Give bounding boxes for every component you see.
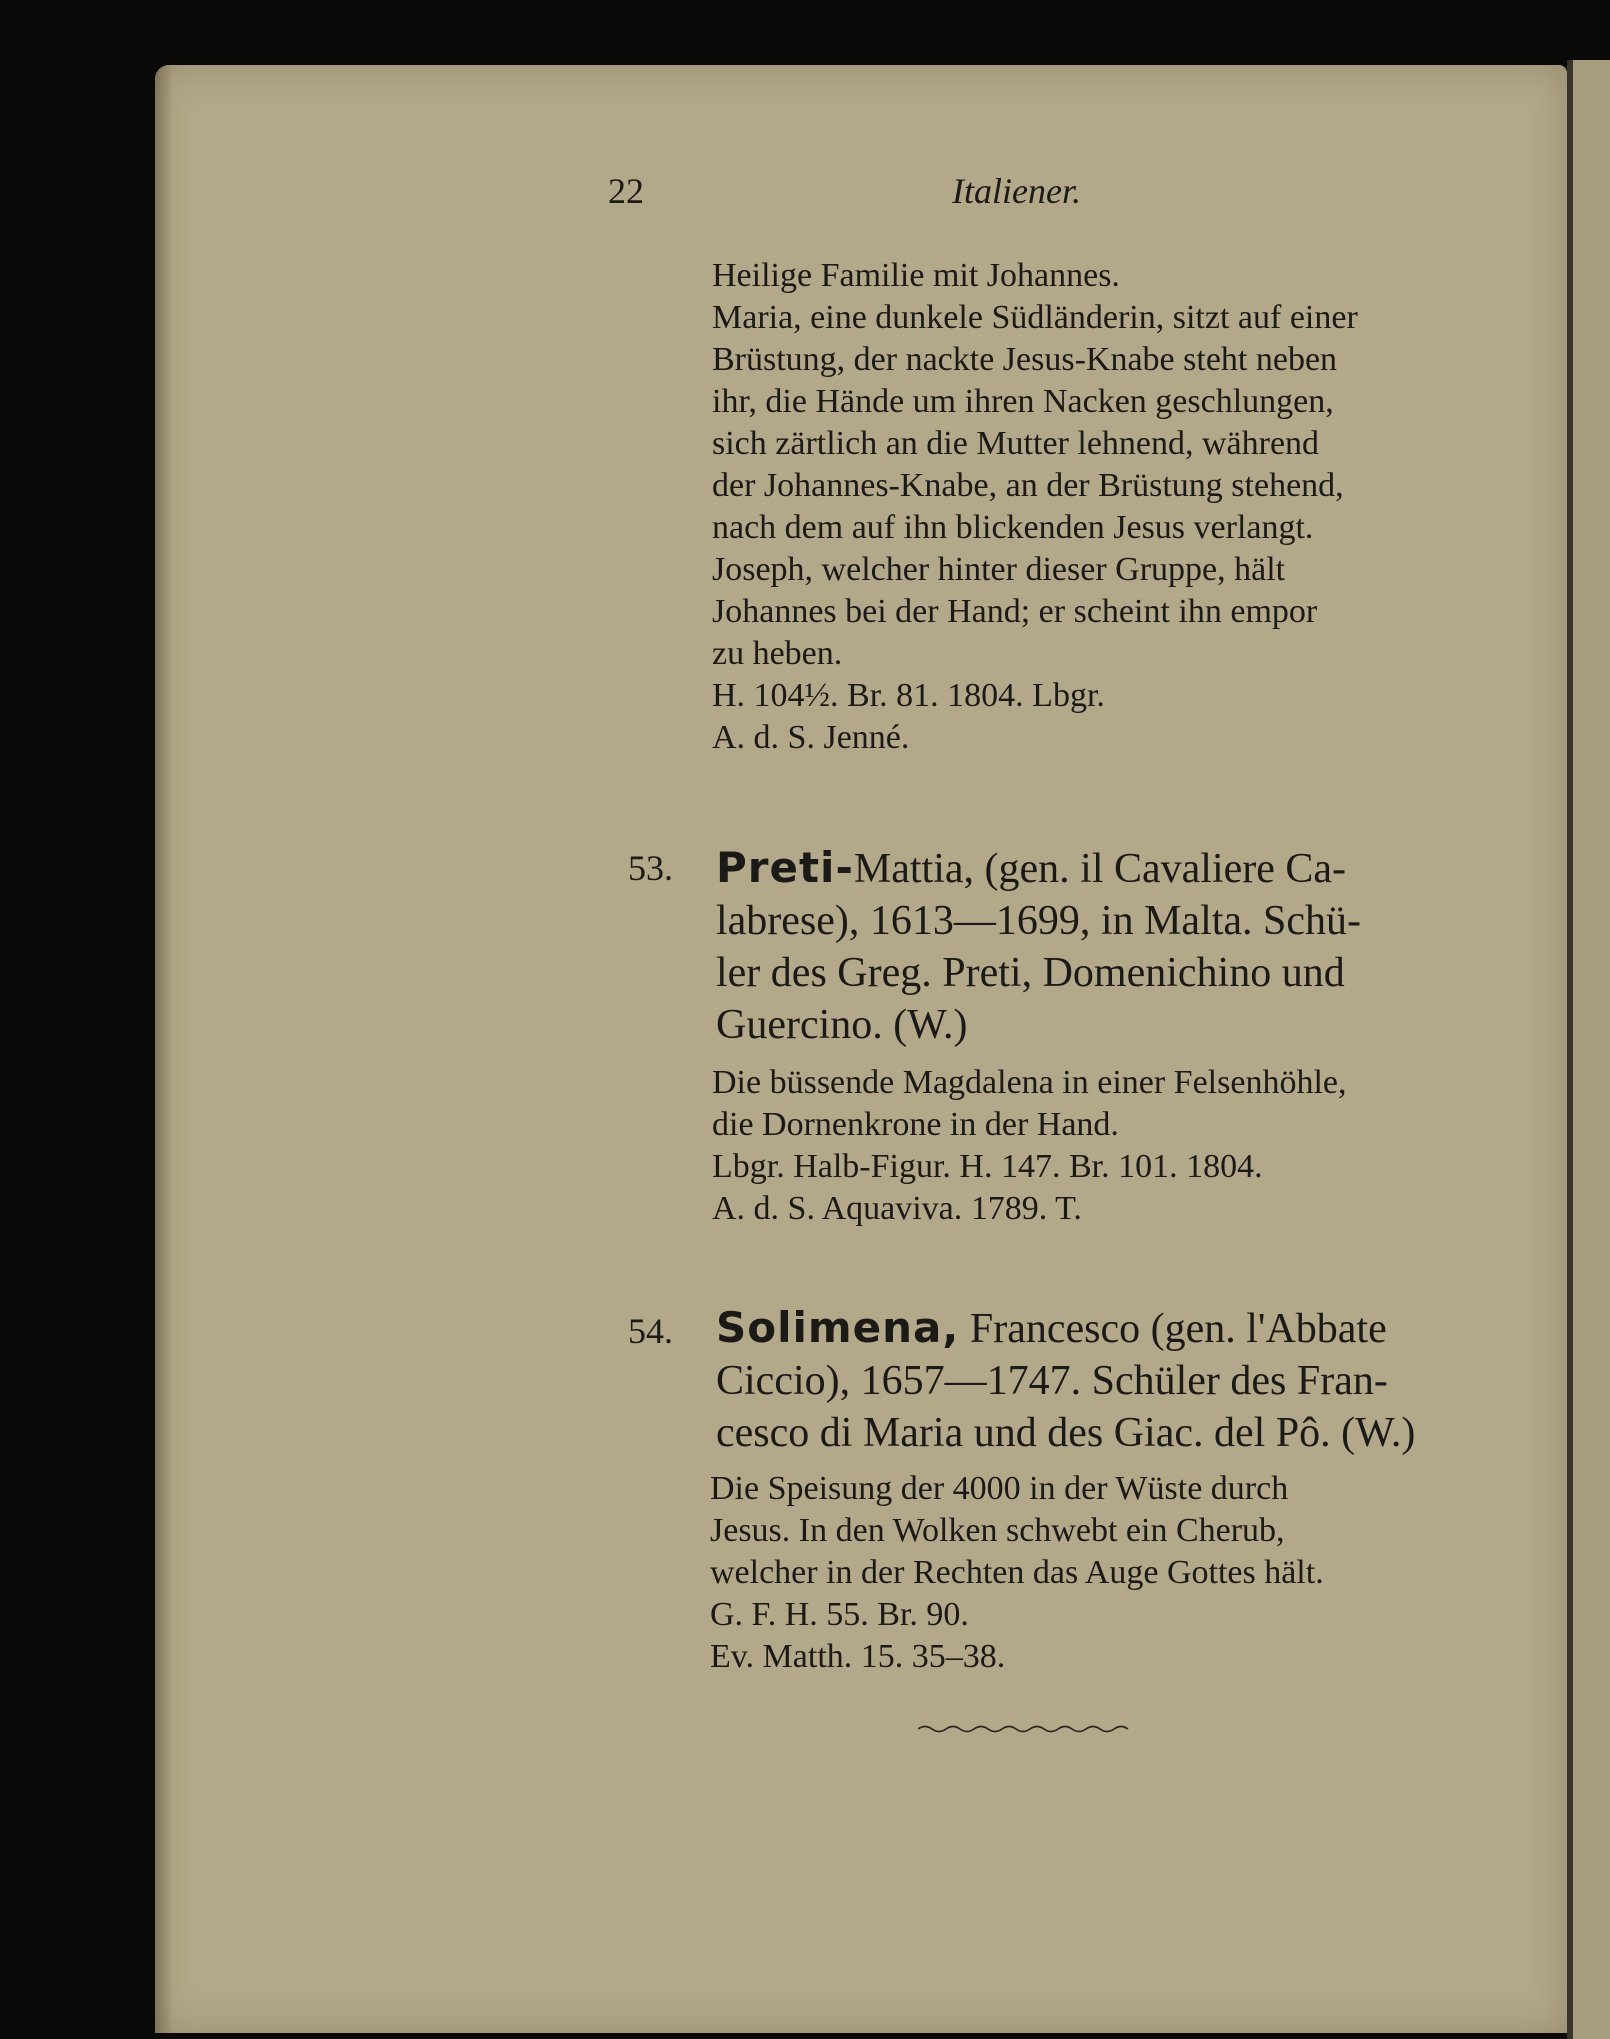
heading-line: cesco di Maria und des Giac. del Pô. (W.) bbox=[716, 1410, 1416, 1456]
text-line: Jesus. In den Wolken schwebt ein Cherub, bbox=[710, 1512, 1285, 1549]
text-line: Johannes bei der Hand; er scheint ihn empor bbox=[712, 593, 1318, 630]
heading-line bbox=[716, 1302, 1415, 1355]
text-line: sich zärtlich an die Mutter lehnend, während bbox=[712, 425, 1320, 462]
heading-rest: Mattia, (gen. il Cavaliere Ca- bbox=[853, 846, 1347, 892]
artist-name-solimena: Solimena, bbox=[716, 1303, 960, 1352]
heading-line: Ciccio), 1657—1747. Schüler des Fran- bbox=[716, 1358, 1388, 1404]
entry-number-54: 54. bbox=[628, 1311, 673, 1351]
text-line: Die Speisung der 4000 in der Wüste durch bbox=[710, 1470, 1289, 1507]
text-line: nach dem auf ihn blickenden Jesus verlangt. bbox=[712, 509, 1314, 546]
text-line: Joseph, welcher hinter dieser Gruppe, hält bbox=[712, 551, 1286, 588]
text-line: Die büssende Magdalena in einer Felsenhöhle, bbox=[712, 1064, 1347, 1101]
artist-name-preti: Preti- bbox=[716, 843, 854, 892]
page-number: 22 bbox=[608, 171, 644, 211]
text-line: welcher in der Rechten das Auge Gottes hält. bbox=[710, 1554, 1324, 1591]
text-line: G. F. H. 55. Br. 90. bbox=[710, 1596, 969, 1633]
decorative-wavy-rule bbox=[918, 1724, 1132, 1734]
text-line: Maria, eine dunkele Südländerin, sitzt auf einer bbox=[712, 299, 1358, 336]
entry-number-53: 53. bbox=[628, 848, 673, 888]
entry-54-heading bbox=[716, 1302, 1415, 1459]
text-line: ihr, die Hände um ihren Nacken geschlungen, bbox=[712, 383, 1334, 420]
heading-rest: Francesco (gen. l'Abbate bbox=[969, 1306, 1387, 1352]
heading-line: Guercino. (W.) bbox=[716, 1002, 968, 1048]
text-line: A. d. S. Aquaviva. 1789. T. bbox=[712, 1190, 1082, 1227]
running-title: Italiener. bbox=[952, 171, 1081, 211]
heading-line bbox=[716, 842, 1361, 895]
entry-54-description bbox=[710, 1468, 1324, 1678]
text-line: Lbgr. Halb-Figur. H. 147. Br. 101. 1804. bbox=[712, 1148, 1263, 1185]
text-line: Brüstung, der nackte Jesus-Knabe steht neben bbox=[712, 341, 1338, 378]
text-line: Ev. Matth. 15. 35–38. bbox=[710, 1638, 1006, 1675]
entry-continued-text bbox=[712, 255, 1358, 759]
text-line: zu heben. bbox=[712, 635, 843, 672]
text-line: die Dornenkrone in der Hand. bbox=[712, 1106, 1119, 1143]
entry-53-heading bbox=[716, 842, 1361, 1051]
next-page-edge bbox=[1567, 60, 1610, 2039]
text-line: A. d. S. Jenné. bbox=[712, 719, 910, 756]
heading-line: labrese), 1613—1699, in Malta. Schü- bbox=[716, 898, 1362, 944]
text-line: Heilige Familie mit Johannes. bbox=[712, 257, 1120, 294]
heading-line: ler des Greg. Preti, Domenichino und bbox=[716, 950, 1345, 996]
text-line: der Johannes-Knabe, an der Brüstung stehend, bbox=[712, 467, 1344, 504]
text-line: H. 104½. Br. 81. 1804. Lbgr. bbox=[712, 677, 1105, 714]
entry-53-description bbox=[712, 1062, 1346, 1230]
